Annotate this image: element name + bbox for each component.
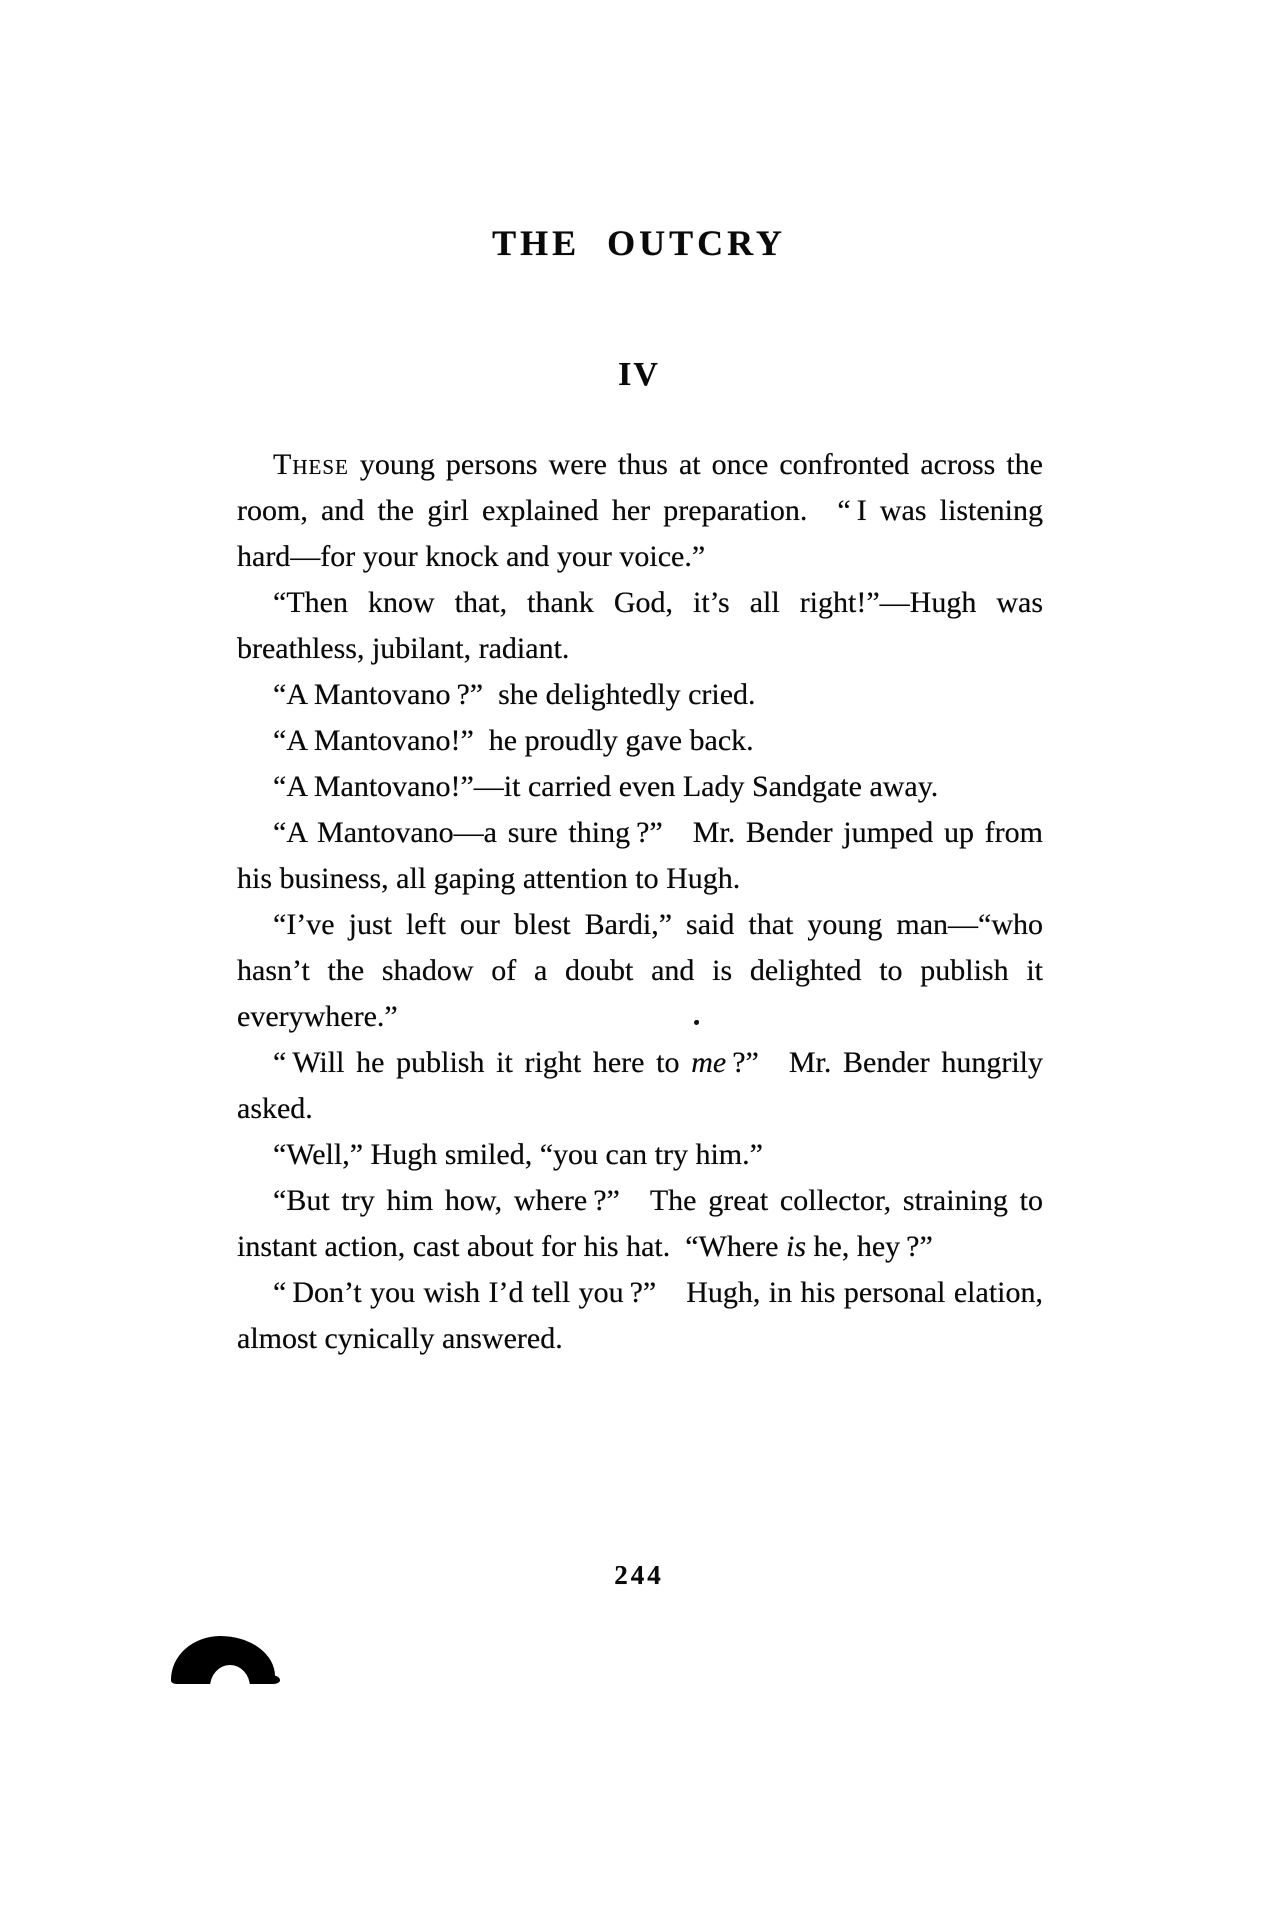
text-run: “Then know that, thank God, it’s all right!”—Hugh was breathless, jubilant, radiant. (237, 586, 1043, 665)
text-run: “I’ve just left our blest Bardi,” said that young man—“who hasn’t the shadow of a doubt and is delighted to publish it everywhere.” (237, 908, 1043, 1033)
text-run: ?” Mr. Bender hungrily asked. (237, 1046, 1043, 1125)
chapter-number: IV (618, 356, 660, 393)
text-run: “Well,” Hugh smiled, “you can try him.” (273, 1138, 763, 1171)
text-run: “A Mantovano!” he proudly gave back. (273, 724, 754, 757)
text-run: “ Don’t you wish I’d tell you ?” Hugh, in his personal elation, almost cynically answered. (237, 1276, 1043, 1355)
paragraph (237, 672, 1043, 718)
text-run: young persons were thus at once confronted across the room, and the girl explained her preparation. “ I was listening hard—for your knock and your voice.” (237, 448, 1043, 573)
paragraph (237, 1178, 1043, 1270)
italic-run: is (785, 1230, 806, 1263)
italic-run: me (691, 1046, 727, 1079)
paragraph (237, 810, 1043, 902)
ink-blot-artifact (171, 1636, 275, 1684)
running-header: THE OUTCRY (492, 223, 786, 263)
text-run: “ Will he publish it right here to (273, 1046, 692, 1079)
paragraph (237, 1040, 1043, 1132)
paragraph (237, 718, 1043, 764)
paragraph (237, 1132, 1043, 1178)
text-run: “But try him how, where ?” The great collector, straining to instant action, cast about for his hat. “Where (237, 1184, 1043, 1263)
paragraph (237, 764, 1043, 810)
paragraph (237, 902, 1043, 1040)
text-run: “A Mantovano!”—it carried even Lady Sandgate away. (273, 770, 939, 803)
text-run: he, hey ?” (806, 1230, 933, 1263)
text-run: “A Mantovano—a sure thing ?” Mr. Bender jumped up from his business, all gaping attention to Hugh. (237, 816, 1043, 895)
page-number: 244 (614, 1560, 664, 1590)
paragraph (237, 442, 1043, 580)
ink-speck-artifact (694, 1020, 699, 1025)
small-caps-run: These (273, 448, 349, 481)
text-run: “A Mantovano ?” she delightedly cried. (273, 678, 756, 711)
page-body-text (237, 442, 1043, 1362)
paragraph (237, 580, 1043, 672)
paragraph (237, 1270, 1043, 1362)
